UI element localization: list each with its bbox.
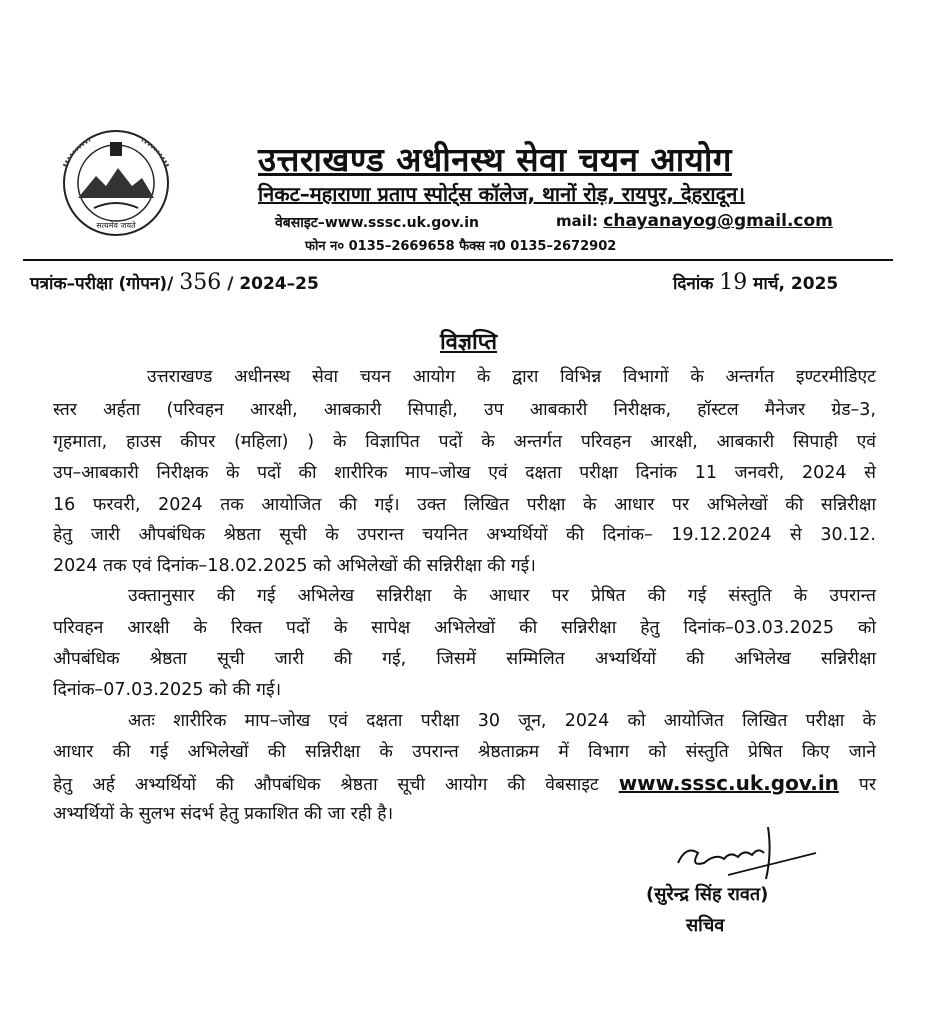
notice-line: गृहमाता, हाउस कीपर (महिला) ) के विज्ञापित पदों के अन्तर्गत परिवहन आरक्षी, आबकारी सिपाही एवं [53, 432, 876, 452]
notice-line: औपबंधिक श्रेष्ठता सूची जारी की गई, जिसमें सम्मिलित अभ्यर्थियों की अभिलेख सन्निरीक्षा [53, 649, 876, 669]
mail-link[interactable]: chayanayog@gmail.com [603, 211, 833, 231]
signatory-name: (सुरेन्द्र सिंह रावत) [646, 884, 769, 905]
notice-line: आधार की गई अभिलेखों की सन्निरीक्षा के उपरान्त श्रेष्ठताक्रम में विभाग को संस्तुति प्रेषित किए जाने [53, 742, 876, 762]
svg-text:सत्यमेव जयते: सत्यमेव जयते [96, 221, 136, 230]
phone-line: फोन न० 0135–2669658 फैक्स न0 0135–2672902 [305, 239, 617, 254]
notice-line: दिनांक–07.03.2025 को की गई। [53, 680, 282, 700]
notice-website-link[interactable]: www.sssc.uk.gov.in [618, 771, 839, 795]
reference-year: / 2024–25 [227, 274, 319, 294]
notice-line: परिवहन आरक्षी के रिक्त पदों के सापेक्ष अभिलेखों की सन्निरीक्षा हेतु दिनांक–03.03.2025 को [53, 618, 876, 638]
mail-line [556, 211, 833, 231]
mail-label: mail: [556, 212, 599, 230]
date-label: दिनांक [673, 274, 714, 294]
signatory-designation: सचिव [686, 915, 725, 936]
notice-line: स्तर अर्हता (परिवहन आरक्षी, आबकारी सिपाही, उप आबकारी निरीक्षक, हॉस्टल मैनेजर ग्रेड–3, [53, 400, 876, 420]
notice-line: अतः शारीरिक माप–जोख एवं दक्षता परीक्षा 30 जून, 2024 को आयोजित लिखित परीक्षा के [128, 711, 876, 731]
notice-line: उप–आबकारी निरीक्षक के पदों की शारीरिक माप–जोख एवं दक्षता परीक्षा दिनांक 11 जनवरी, 2024 से [53, 463, 876, 483]
date-handwritten-day: 19 [719, 270, 748, 295]
org-title: उत्तराखण्ड अधीनस्थ सेवा चयन आयोग [258, 140, 732, 179]
emblem-seal-icon [34, 128, 198, 238]
notice-line-text: पर [858, 775, 876, 795]
handwritten-signature [668, 823, 818, 883]
notice-line: उत्तराखण्ड अधीनस्थ सेवा चयन आयोग के द्वारा विभिन्न विभागों के अन्तर्गत इण्टरमीडिएट [147, 367, 876, 387]
notice-line: 2024 तक एवं दिनांक–18.02.2025 को अभिलेखों की सन्निरीक्षा की गई। [53, 556, 536, 576]
reference-handwritten-number: 356 [179, 270, 222, 295]
notice-line: अभ्यर्थियों के सुलभ संदर्भ हेतु प्रकाशित की जा रही है। [53, 804, 394, 824]
notice-line: हेतु जारी औपबंधिक श्रेष्ठता सूची के उपरान्त चयनित अभ्यर्थियों की दिनांक– 19.12.2024 से 30.12. [53, 525, 876, 545]
notice-line: उक्तानुसार की गई अभिलेख सन्निरीक्षा के आधार पर प्रेषित की गई संस्तुति के उपरान्त [128, 586, 876, 606]
notice-line [53, 771, 876, 797]
reference-prefix: पत्रांक–परीक्षा (गोपन)/ [30, 274, 174, 294]
date-rest: मार्च, 2025 [753, 274, 839, 294]
reference-number [30, 270, 319, 295]
website-line [275, 213, 479, 232]
website-label: वेबसाइट– [275, 215, 325, 231]
org-address: निकट–महाराणा प्रताप स्पोर्ट्स कॉलेज, थानों रोड़, रायपुर, देहरादून। [258, 182, 745, 206]
notice-line-text: हेतु अर्ह अभ्यर्थियों की औपबंधिक श्रेष्ठता सूची आयोग की वेबसाइट [53, 775, 599, 795]
notice-line: 16 फरवरी, 2024 तक आयोजित की गई। उक्त लिखित परीक्षा के आधार पर अभिलेखों की सन्निरीक्षा [53, 495, 876, 515]
header-divider [23, 259, 893, 261]
website-link[interactable]: www.sssc.uk.gov.in [324, 215, 479, 231]
issue-date [673, 270, 838, 295]
notice-heading: विज्ञप्ति [439, 330, 498, 355]
